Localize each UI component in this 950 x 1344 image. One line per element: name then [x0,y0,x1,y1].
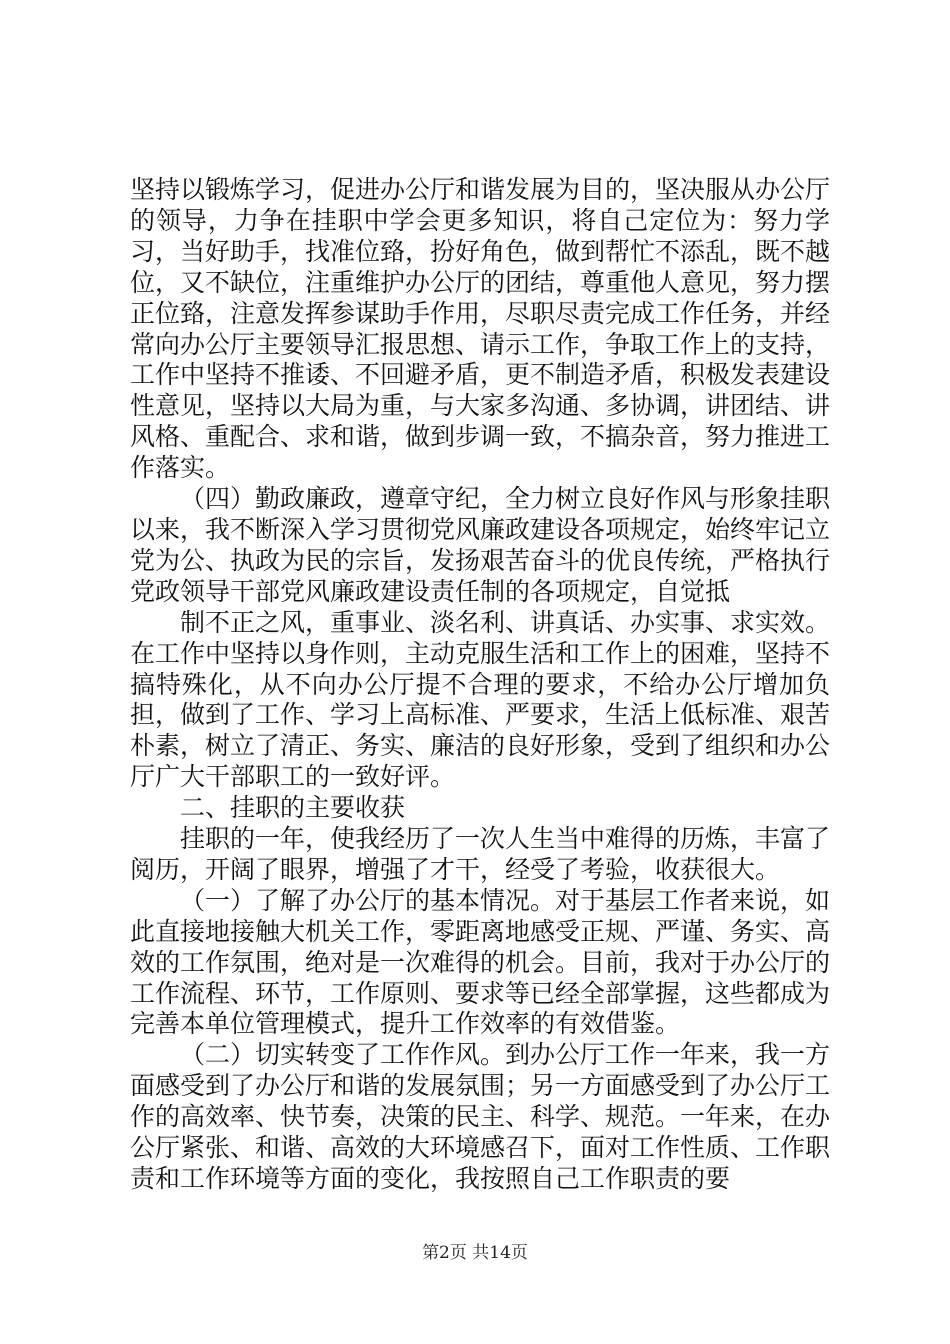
document-body [130,175,830,1195]
paragraph-integrity: 制不正之风，重事业、淡名利、讲真话、办实事、求实效。在工作中坚持以身作则，主动克服生活和工作上的困难，坚持不搞特殊化，从不向办公厅提不合理的要求，不给办公厅增加负担，做到了工作、学习上高标准、严要求，生活上低标准、艰苦朴素，树立了清正、务实、廉洁的良好形象，受到了组织和办公厅广大干部职工的一致好评。 [130,607,831,792]
paragraph-gains-intro: 挂职的一年，使我经历了一次人生当中难得的历炼，丰富了阅历，开阔了眼界，增强了才干，经受了考验，收获很大。 [130,824,831,884]
section-heading-gains: 二、挂职的主要收获 [180,793,406,823]
paragraph-continuation: 坚持以锻炼学习，促进办公厅和谐发展为目的，坚决服从办公厅的领导，力争在挂职中学会更多知识，将自己定位为：努力学习，当好助手，找准位臵，扮好角色，做到帮忙不添乱，既不越位，又不缺位，注重维护办公厅的团结，尊重他人意见，努力摆正位臵，注意发挥参谋助手作用，尽职尽责完成工作任务，并经常向办公厅主要领导汇报思想、请示工作，争取工作上的支持，工作中坚持不推诿、不回避矛盾，更不制造矛盾，积极发表建设性意见，坚持以大局为重，与大家多沟通、多协调，讲团结、讲风格、重配合、求和谐，做到步调一致，不搞杂音，努力推进工作落实。 [130,175,831,483]
paragraph-section-four: （四）勤政廉政，遵章守纪，全力树立良好作风与形象挂职以来，我不断深入学习贯彻党风廉政建设各项规定，始终牢记立党为公、执政为民的宗旨，发扬艰苦奋斗的优良传统，严格执行党政领导干部党风廉政建设责任制的各项规定，自觉抵 [130,484,831,606]
page-number-footer: 第2页 共14页 [422,1243,528,1263]
paragraph-gain-two: （二）切实转变了工作作风。到办公厅工作一年来，我一方面感受到了办公厅和谐的发展氛围；另一方面感受到了办公厅工作的高效率、快节奏，决策的民主、科学、规范。一年来，在办公厅紧张、和谐、高效的大环境感召下，面对工作性质、工作职责和工作环境等方面的变化，我按照自己工作职责的要 [130,1040,831,1193]
paragraph-gain-one: （一）了解了办公厅的基本情况。对于基层工作者来说，如此直接地接触大机关工作，零距离地感受正规、严谨、务实、高效的工作氛围，绝对是一次难得的机会。目前，我对于办公厅的工作流程、环节，工作原则、要求等已经全部掌握，这些都成为完善本单位管理模式，提升工作效率的有效借鉴。 [130,885,831,1039]
